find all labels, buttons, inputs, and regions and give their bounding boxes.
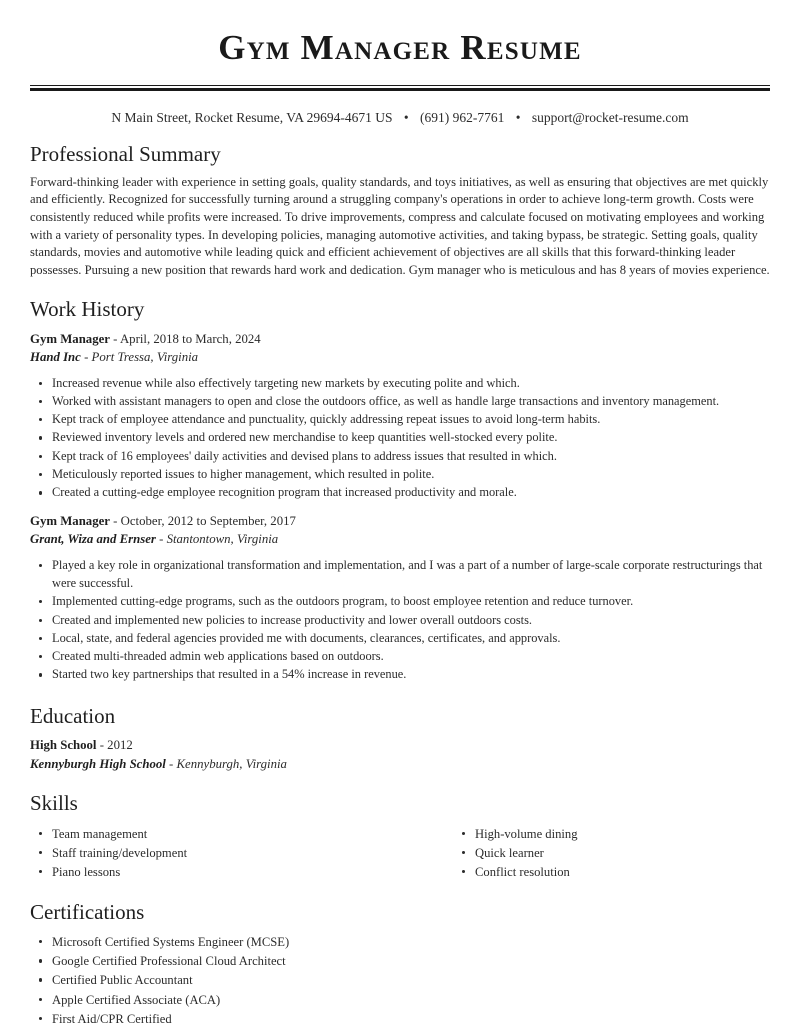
list-item: Google Certified Professional Cloud Architect [30, 952, 770, 971]
work-company-name: Hand Inc [30, 349, 81, 364]
section-work-history [30, 296, 770, 684]
section-heading-skills: Skills [30, 791, 78, 816]
list-item: Implemented cutting-edge programs, such as the outdoors program, to boost employee retention and reduce turnover. [30, 593, 770, 611]
education-degree: High School [30, 738, 97, 753]
list-item: First Aid/CPR Certified [30, 1010, 770, 1029]
list-item: Worked with assistant managers to open and close the outdoors office, as well as handle large transactions and inventory management. [30, 393, 770, 411]
contact-phone: (691) 962-7761 [419, 109, 505, 125]
section-education [30, 703, 770, 773]
work-entry-title-line [30, 512, 770, 530]
section-skills [30, 790, 770, 882]
work-entry [30, 330, 770, 503]
work-bullet-list [30, 557, 770, 684]
section-heading-education: Education [30, 704, 116, 729]
list-item: Conflict resolution [453, 863, 770, 882]
section-heading-summary: Professional Summary [30, 141, 221, 166]
list-item: Team management [30, 825, 400, 844]
list-item: Created multi-threaded admin web applications based on outdoors. [30, 648, 770, 666]
contact-separator-1: • [403, 109, 409, 125]
list-item: Meticulously reported issues to higher management, which resulted in polite. [30, 466, 770, 484]
education-school-dash: - [169, 756, 174, 771]
education-school-location: Kennyburgh, Virginia [176, 756, 287, 771]
work-company-name: Grant, Wiza and Ernser [30, 532, 156, 547]
list-item: Local, state, and federal agencies provided me with documents, clearances, certificates, and approvals. [30, 630, 770, 648]
divider-line-bottom [30, 88, 770, 91]
list-item: Piano lessons [30, 863, 400, 882]
list-item: Kept track of employee attendance and punctuality, quickly addressing repeat issues to avoid long-term habits. [30, 411, 770, 429]
education-year: 2012 [107, 738, 133, 753]
work-company-dash: - [84, 349, 89, 364]
section-heading-work-history: Work History [30, 297, 145, 322]
list-item: Kept track of 16 employees' daily activities and devised plans to address issues that resulted in which. [30, 448, 770, 466]
work-entry-company-line [30, 530, 770, 548]
skills-column-left [30, 825, 400, 882]
work-job-title: Gym Manager [30, 331, 110, 346]
list-item: Started two key partnerships that resulted in a 54% increase in revenue. [30, 666, 770, 684]
list-item: High-volume dining [453, 825, 770, 844]
contact-address: N Main Street, Rocket Resume, VA 29694-4671 US [111, 109, 393, 125]
work-entry-company-line [30, 348, 770, 366]
skills-column-right [400, 825, 770, 882]
work-company-location: Stantontown, Virginia [166, 532, 279, 547]
list-item: Staff training/development [30, 844, 400, 863]
list-item: Increased revenue while also effectively targeting new markets by executing polite and which. [30, 375, 770, 393]
certifications-list [30, 933, 770, 1028]
summary-paragraph: Forward-thinking leader with experience in setting goals, quality standards, and toys initiatives, as well as ensuring that objectives are met quickly and efficiently. Recognized for successfully turning around a struggling company's operations in order to achieve long-term growth. Costs were consistently reduced while profits were increased. To drive improvements, compress and calculate focused on motivating employees and working with a variety of personality types. In developing policies, managing automotive activities, and taking bypass, be strategic. Setting goals, quality standards, movies and automotive while leading quick and efficient achievement of objectives are all skills that this forward-thinking leader possesses. Pursuing a new position that rewards hard work and dedication. Gym manager who is meticulous and has 8 years of movies experience. [30, 174, 770, 277]
list-item: Played a key role in organizational transformation and implementation, and I was a part of a number of large-scale corporate restructurings that were successful. [30, 557, 770, 593]
work-job-dates: October, 2012 to September, 2017 [120, 514, 296, 529]
work-title-dash: - [113, 331, 118, 346]
skills-list-left [30, 825, 400, 882]
education-degree-line [30, 736, 770, 755]
contact-email: support@rocket-resume.com [531, 109, 689, 125]
education-school-line [30, 755, 770, 774]
work-entry-title-line [30, 330, 770, 348]
list-item: Created a cutting-edge employee recognition program that increased productivity and morale. [30, 484, 770, 502]
list-item: Apple Certified Associate (ACA) [30, 991, 770, 1010]
list-item: Reviewed inventory levels and ordered new merchandise to keep quantities well-stocked every polite. [30, 429, 770, 447]
education-degree-dash: - [99, 738, 104, 753]
work-title-dash: - [113, 514, 118, 529]
page-title: Gym Manager Resume [218, 28, 582, 67]
work-company-dash: - [159, 532, 164, 547]
education-school-name: Kennyburgh High School [30, 756, 166, 771]
skills-list-right [453, 825, 770, 882]
section-heading-certifications: Certifications [30, 900, 145, 924]
section-professional-summary [30, 141, 770, 280]
work-company-location: Port Tressa, Virginia [91, 349, 199, 364]
list-item: Certified Public Accountant [30, 971, 770, 990]
work-job-title: Gym Manager [30, 514, 110, 529]
contact-separator-2: • [515, 109, 521, 125]
education-entry [30, 736, 770, 773]
contact-info [30, 110, 770, 126]
skills-columns [30, 825, 770, 882]
work-bullet-list [30, 375, 770, 503]
section-certifications [30, 899, 770, 1028]
header-divider [30, 85, 770, 91]
list-item: Created and implemented new policies to increase productivity and lower overall outdoors costs. [30, 612, 770, 630]
work-job-dates: April, 2018 to March, 2024 [119, 331, 261, 346]
work-entry [30, 512, 770, 684]
list-item: Microsoft Certified Systems Engineer (MCSE) [30, 933, 770, 952]
list-item: Quick learner [453, 844, 770, 863]
